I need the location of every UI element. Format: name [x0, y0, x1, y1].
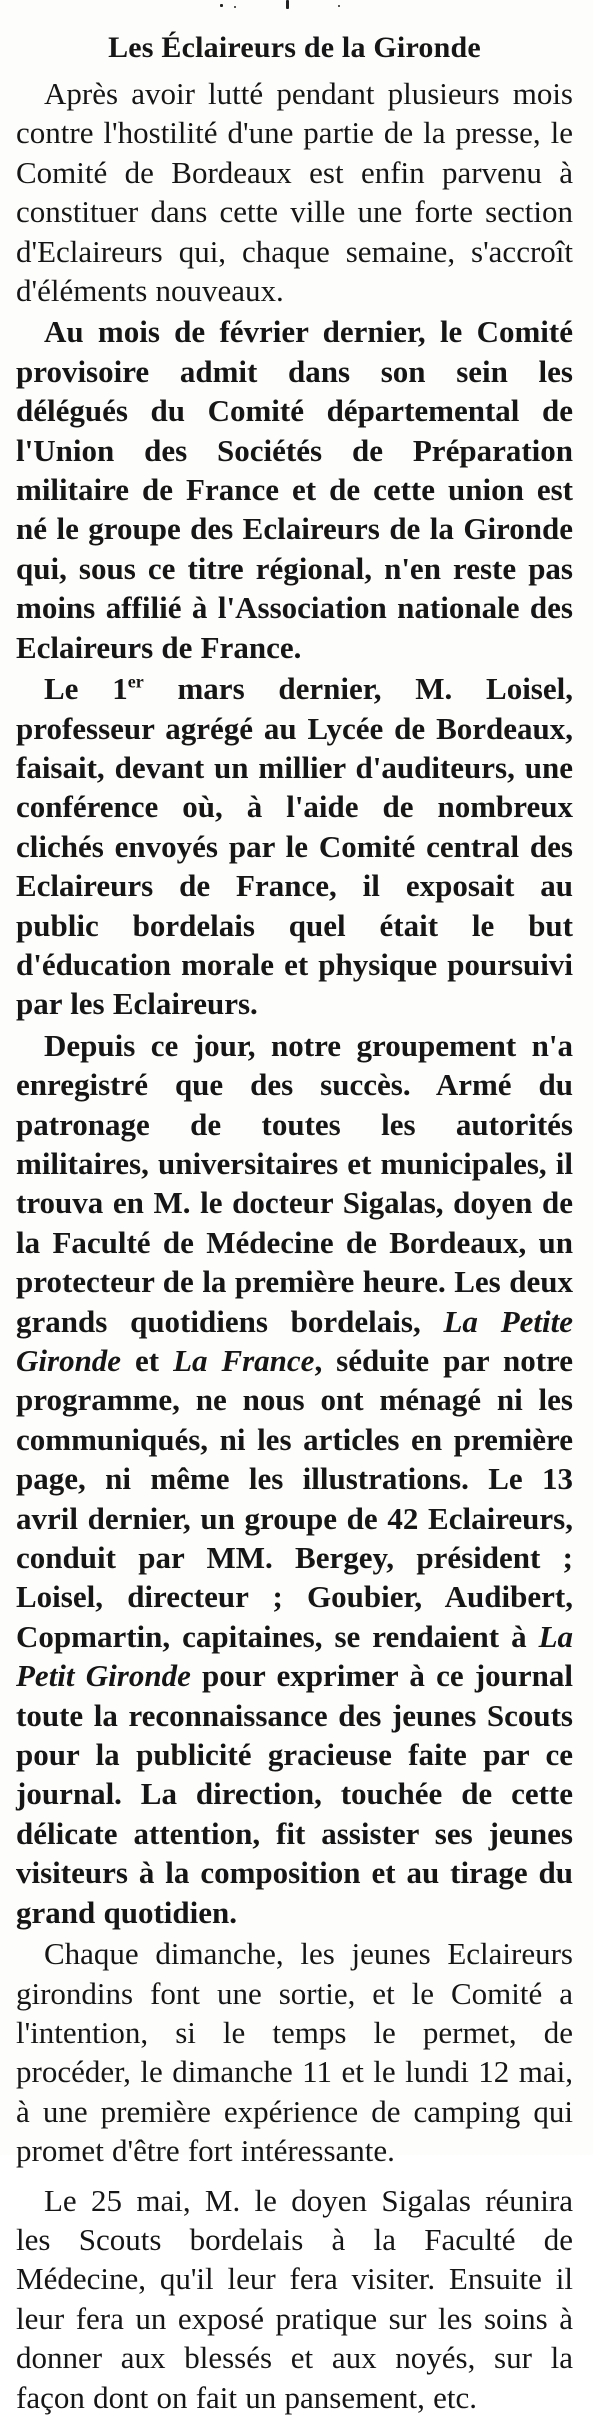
newspaper-name-petit-gironde: La Petit Gironde: [16, 1618, 573, 1694]
newspaper-name-la-france: La France: [173, 1343, 315, 1378]
paragraph-4-part-a: Depuis ce jour, notre groupement n'a enregistré que des succès. Armé du patronage de toutes les autorités militaires, universitaires et municipales, il trouva en M. le docteur Sigalas, doyen de la Faculté de Médecine de Bordeaux, un protecteur de la première heure. Les deux grands quotidiens bordelais,: [16, 1027, 573, 1339]
paragraph-1: Après avoir lutté pendant plusieurs mois contre l'hostilité d'une partie de la presse, le Comité de Bordeaux est enfin parvenu à constituer dans cette ville une forte section d'Eclaireurs qui, chaque semaine, s'accroît d'éléments nouveaux.: [16, 76, 573, 309]
paragraph-4-part-c: , séduite par notre programme, ne nous ont ménagé ni les communiqués, ni les articles en première page, ni même les illustrations. Le 13 avril dernier, un groupe de 42 Eclaireurs, conduit par MM. Bergey, président ; Loisel, directeur ; Goubier, Audibert, Copmartin, capitaines, se rendaient à: [16, 1343, 574, 1654]
paragraph-3-ordinal: er: [127, 671, 144, 692]
paragraph-3: [16, 669, 573, 1024]
paragraph-3-text: mars dernier, M. Loisel, professeur agrégé au Lycée de Bordeaux, faisait, devant un millier d'auditeurs, une conférence où, à l'aide de nombreux clichés envoyés par le Comité central des Eclaireurs de France, il exposait au public bordelais quel était le but d'éducation morale et physique poursuivi par les Eclaireurs.: [16, 671, 573, 1022]
paragraph-4: [16, 1026, 573, 1932]
paragraph-4-part-d: pour exprimer à ce journal toute la reconnaissance des jeunes Scouts pour la publicité gracieuse faite par ce journal. La direction, touchée de cette délicate attention, fit assister ses jeunes visiteurs à la composition et au tirage du grand quotidien.: [16, 1658, 573, 1930]
newspaper-name-petite-gironde: La Petite Gironde: [16, 1303, 573, 1378]
paragraph-5: Chaque dimanche, les jeunes Eclaireurs girondins font une sortie, et le Comité a l'intention, si le temps le permet, de procéder, le dimanche 11 et le lundi 12 mai, à une première expérience de camping qui promet d'être fort intéressante.: [16, 1936, 573, 2169]
article-title: Les Éclaireurs de la Gironde: [108, 31, 481, 64]
paragraph-2: Au mois de février dernier, le Comité provisoire admit dans son sein les délégués du Comité départemental de l'Union des Sociétés de Préparation militaire de France et de cette union est né le groupe des Eclaireurs de la Gironde qui, sous ce titre régional, n'en reste pas moins affilié à l'Association nationale des Eclaireurs de France.: [16, 314, 573, 665]
paragraph-6: Le 25 mai, M. le doyen Sigalas réunira les Scouts bordelais à la Faculté de Médecine, qu'il leur fera visiter. Ensuite il leur fera un exposé pratique sur les soins à donner aux blessés et aux noyés, sur la façon dont on fait un pansement, etc.: [16, 2182, 573, 2415]
printing-specks: [220, 0, 360, 14]
paragraph-3-prefix: Le 1: [44, 671, 128, 707]
paragraph-4-part-b: et: [121, 1343, 174, 1378]
